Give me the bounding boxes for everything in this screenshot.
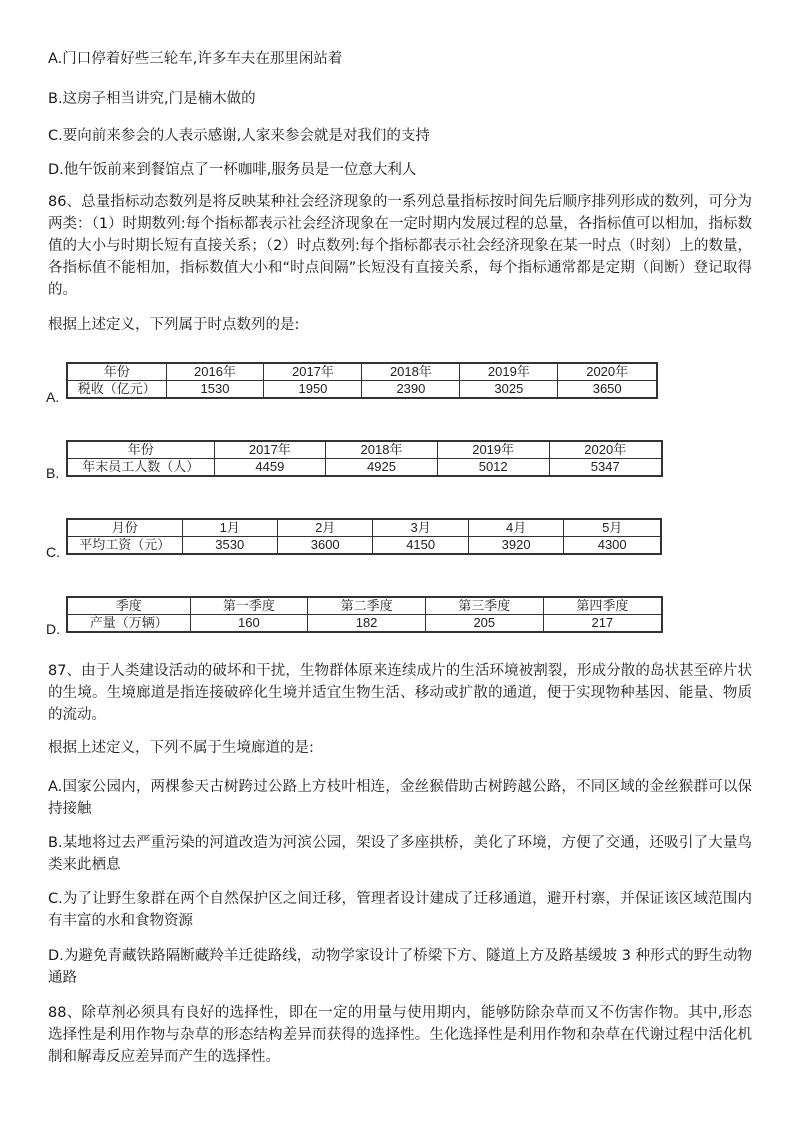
table-row — [67, 615, 662, 633]
prev-option-d: D.他午饭前来到餐馆点了一杯咖啡,服务员是一位意大利人 — [48, 162, 417, 178]
table-cell: 2019年 — [460, 363, 558, 381]
table-cell: 4150 — [373, 537, 468, 555]
table-header-row — [67, 363, 657, 381]
prev-option-b: B.这房子相当讲究,门是楠木做的 — [48, 91, 256, 107]
q87-option-b: B.某地将过去严重污染的河道改造为河滨公园，架设了多座拱桥，美化了环境，方便了交通，还吸引了大量鸟类来此栖息 — [48, 835, 752, 873]
table-cell: 年份 — [67, 363, 166, 381]
table-cell: 产量（万辆） — [67, 615, 190, 633]
option-b-label: B. — [46, 465, 60, 481]
table-cell: 5012 — [437, 459, 549, 477]
table-cell: 年份 — [67, 441, 214, 459]
table-cell: 2018年 — [326, 441, 438, 459]
option-b-table — [66, 440, 663, 477]
table-cell: 2017年 — [264, 363, 362, 381]
table-cell: 2017年 — [214, 441, 326, 459]
table-cell: 205 — [425, 615, 543, 633]
q87-stem: 87、由于人类建设活动的破坏和干扰，生物群体原来连续成片的生活环境被割裂，形成分散的岛状甚至碎片状的生境。生境廊道是指连接破碎化生境并适宜生物生活、移动或扩散的通道，便于实现物种基因、能量、物质的流动。 — [48, 663, 752, 723]
table-header-row — [67, 597, 662, 615]
table-cell: 4925 — [326, 459, 438, 477]
table-cell: 平均工资（元） — [67, 537, 182, 555]
table-cell: 4300 — [564, 537, 661, 555]
q87-option-d: D.为避免青藏铁路隔断藏羚羊迁徙路线，动物学家设计了桥梁下方、隧道上方及路基缓坡 3 种形式的野生动物通路 — [48, 948, 752, 986]
table-row — [67, 537, 661, 555]
table-cell: 3650 — [558, 381, 657, 399]
option-c-label: C. — [46, 544, 60, 560]
table-cell: 1950 — [264, 381, 362, 399]
table-cell: 4月 — [468, 519, 563, 537]
table-cell: 2390 — [362, 381, 460, 399]
table-cell: 160 — [190, 615, 308, 633]
q86-question: 根据上述定义，下列属于时点数列的是: — [48, 317, 300, 333]
q86-stem: 86、总量指标动态数列是将反映某种社会经济现象的一系列总量指标按时间先后顺序排列形成的数列，可分为两类：（1）时期数列:每个指标都表示社会经济现象在一定时期内发展过程的总量，各指标值可以相加，指标数值的大小与时期长短有直接关系；（2）时点数列:每个指标都表示社会经济现象在某一时点（时刻）上的数量，各指标值不能相加，指标数值大小和“时点间隔”长短没有直接关系，每个指标通常都是定期（间断）登记取得的。 — [48, 194, 752, 298]
table-cell: 3920 — [468, 537, 563, 555]
table-cell: 2019年 — [437, 441, 549, 459]
table-cell: 税收（亿元） — [67, 381, 166, 399]
table-cell: 5347 — [549, 459, 662, 477]
table-cell: 2016年 — [166, 363, 264, 381]
table-row — [67, 381, 657, 399]
table-cell: 1月 — [182, 519, 277, 537]
table-cell: 3025 — [460, 381, 558, 399]
table-cell: 3600 — [277, 537, 372, 555]
table-cell: 4459 — [214, 459, 326, 477]
q88-stem: 88、除草剂必须具有良好的选择性，即在一定的用量与使用期内，能够防除杂草而又不伤害作物。其中,形态选择性是利用作物与杂草的形态结构差异而获得的选择性。生化选择性是利用作物和杂草在代谢过程中活化机制和解毒反应差异而产生的选择性。 — [48, 1005, 752, 1065]
table-cell: 年末员工人数（人） — [67, 459, 214, 477]
option-a-label: A. — [46, 389, 60, 405]
table-cell: 第三季度 — [425, 597, 543, 615]
q87-option-a: A.国家公园内，两棵参天古树跨过公路上方枝叶相连，金丝猴借助古树跨越公路，不同区域的金丝猴群可以保持接触 — [48, 779, 752, 817]
table-cell: 217 — [543, 615, 662, 633]
table-cell: 182 — [308, 615, 426, 633]
prev-option-a: A.门口停着好些三轮车,许多车夫在那里闲站着 — [48, 51, 343, 67]
prev-option-c: C.要向前来参会的人表示感谢,人家来参会就是对我们的支持 — [48, 128, 430, 144]
q87-question: 根据上述定义，下列不属于生境廊道的是: — [48, 740, 314, 756]
table-cell: 月份 — [67, 519, 182, 537]
table-cell: 第一季度 — [190, 597, 308, 615]
table-cell: 第二季度 — [308, 597, 426, 615]
option-d-table — [66, 596, 663, 633]
table-cell: 1530 — [166, 381, 264, 399]
option-c-table — [66, 518, 662, 555]
table-cell: 季度 — [67, 597, 190, 615]
option-d-label: D. — [46, 621, 60, 637]
table-row — [67, 459, 662, 477]
option-a-table — [66, 362, 658, 399]
table-cell: 3530 — [182, 537, 277, 555]
table-header-row — [67, 441, 662, 459]
table-cell: 2020年 — [558, 363, 657, 381]
table-cell: 2020年 — [549, 441, 662, 459]
table-cell: 2月 — [277, 519, 372, 537]
table-cell: 第四季度 — [543, 597, 662, 615]
table-cell: 2018年 — [362, 363, 460, 381]
table-header-row — [67, 519, 661, 537]
q87-option-c: C.为了让野生象群在两个自然保护区之间迁移，管理者设计建成了迁移通道，避开村寨，并保证该区域范围内有丰富的水和食物资源 — [48, 891, 752, 929]
table-cell: 5月 — [564, 519, 661, 537]
table-cell: 3月 — [373, 519, 468, 537]
